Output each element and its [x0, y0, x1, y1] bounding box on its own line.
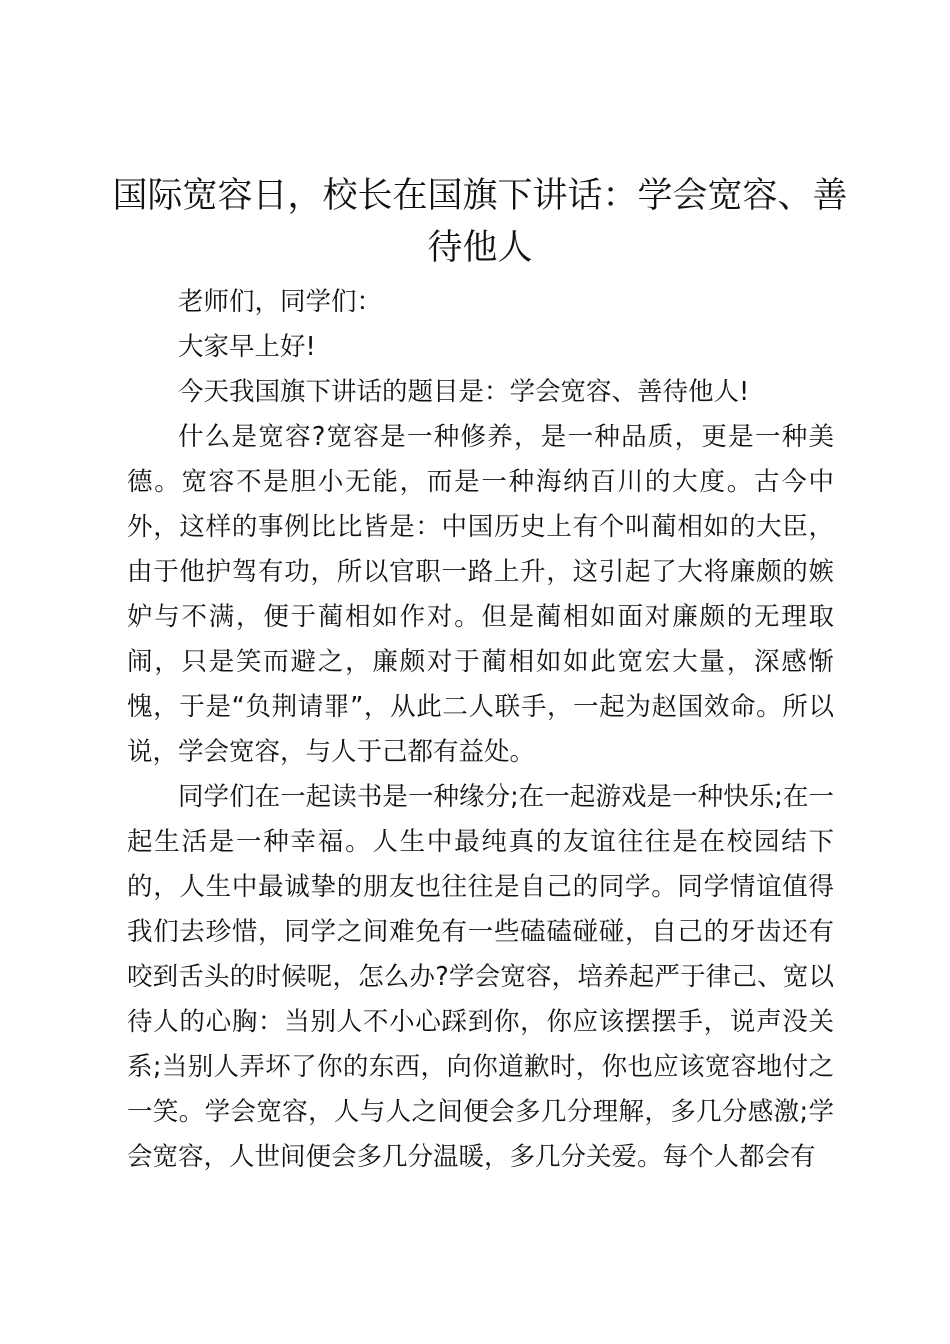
- paragraph-classmates: 同学们在一起读书是一种缘分;在一起游戏是一种快乐;在一起生活是一种幸福。人生中最纯真的友谊往往是在校园结下的，人生中最诚挚的朋友也往往是自己的同学。同学情谊值得我们去珍惜，同学之间难免有一些磕磕碰碰，自己的牙齿还有咬到舌头的时候呢，怎么办?学会宽容，培养起严于律己、宽以待人的心胸：当别人不小心踩到你，你应该摆摆手，说声没关系;当别人弄坏了你的东西，向你道歉时，你也应该宽容地付之一笑。学会宽容，人与人之间便会多几分理解，多几分感激;学会宽容，人世间便会多几分温暖，多几分关爱。每个人都会有: [127, 782, 834, 1172]
- paragraph-topic: 今天我国旗下讲话的题目是：学会宽容、善待他人!: [178, 377, 750, 407]
- document-body: [127, 280, 834, 1180]
- paragraph-salutation: 老师们，同学们：: [178, 287, 383, 317]
- paragraph-what-is-tolerance: 什么是宽容?宽容是一种修养，是一种品质，更是一种美德。宽容不是胆小无能，而是一种海纳百川的大度。古今中外，这样的事例比比皆是：中国历史上有个叫蔺相如的大臣，由于他护驾有功，所以官职一路上升，这引起了大将廉颇的嫉妒与不满，便于蔺相如作对。但是蔺相如面对廉颇的无理取闹，只是笑而避之，廉颇对于蔺相如如此宽宏大量，深感惭愧，于是“负荆请罪”，从此二人联手，一起为赵国效命。所以说，学会宽容，与人于己都有益处。: [127, 422, 834, 767]
- paragraph-greeting: 大家早上好!: [178, 332, 316, 362]
- document-title: 国际宽容日，校长在国旗下讲话：学会宽容、善待他人: [112, 176, 848, 268]
